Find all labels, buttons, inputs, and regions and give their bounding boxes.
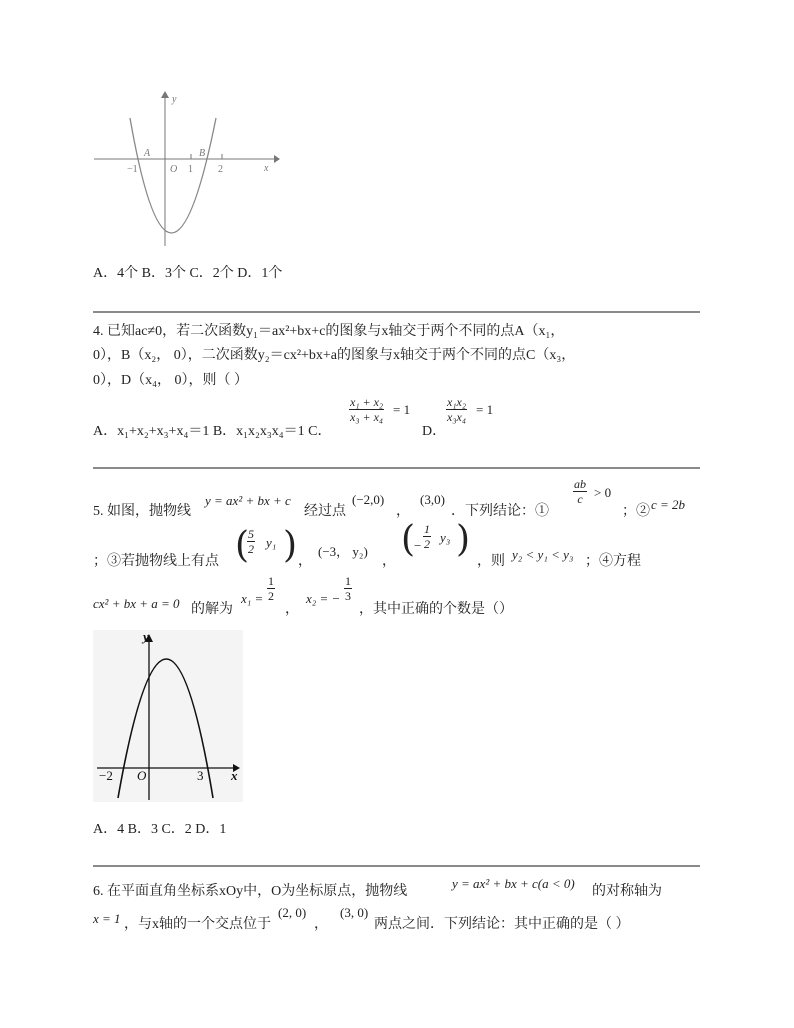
- q3-options: A．4个 B．3个 C．2个 D．1个: [93, 266, 283, 281]
- fig1-x-arrow: [274, 155, 280, 163]
- q6-line1-a: 6. 在平面直角坐标系xOy中，O为坐标原点，抛物线: [93, 884, 408, 899]
- fig1-x-label: x: [264, 163, 269, 174]
- fig1-point-b: B: [199, 148, 206, 159]
- fig1-origin: O: [170, 164, 178, 175]
- q6-point-2: (3, 0): [340, 905, 369, 920]
- q5-options: A．4 B．3 C．2 D．1: [93, 822, 227, 837]
- q5-sol-text: 的解为: [191, 602, 233, 617]
- q4-line-2: 0），B（x₂， 0），二次函数y₂＝cx²+bx+a的图象与x轴交于两个不同的点C（x₃，: [93, 348, 576, 363]
- q5-pt1-rparen: ): [283, 525, 298, 566]
- q5-semi-2: ；②: [622, 504, 650, 519]
- q6-point-1: (2, 0): [278, 905, 307, 920]
- figure-2-parabola: [93, 630, 243, 802]
- divider-2: [93, 467, 700, 469]
- fig1-y-arrow: [161, 91, 169, 98]
- q5-c4: ；④方程: [585, 554, 641, 569]
- q5-c1-fraction: $\frac{ab}{c}$: [574, 477, 586, 506]
- q4-option-d-label: D．: [422, 424, 447, 439]
- fig2-three: 3: [197, 768, 204, 783]
- q5-comma-4: ，: [285, 602, 299, 617]
- q5-line2-prefix: ；③若抛物线上有点: [93, 554, 219, 569]
- figure-1-parabola: [90, 88, 280, 253]
- q4-option-d-fraction: $\frac{\text{x₁x₂}}{\text{x₃x₄}}$: [447, 395, 466, 424]
- q5-pass: 经过点: [304, 504, 346, 519]
- q4-line-3: 0），D（x₄， 0），则（ ）: [93, 373, 248, 388]
- q5-x2-fraction: $\frac{1}{3}$: [345, 574, 351, 603]
- fig1-neg1: −1: [127, 164, 138, 175]
- q5-formula: y = ax² + bx + c: [205, 493, 291, 508]
- q4-line-1: 4. 已知ac≠0，若二次函数y₁＝ax²+bx+c的图象与x轴交于两个不同的点A（x₁，: [93, 324, 565, 339]
- fig2-background: [93, 630, 243, 802]
- q5-pt3-y: y₃: [440, 530, 451, 545]
- q4-options-ab: A．x₁+x₂+x₃+x₄＝1 B．x₁x₂x₃x₄＝1 C．: [93, 424, 332, 439]
- q5-prefix: 5. 如图，抛物线: [93, 504, 191, 519]
- q5-then: ，则: [477, 554, 505, 569]
- q6-line2-a: ，与x轴的一个交点位于: [124, 917, 271, 932]
- fig2-neg2: −2: [99, 768, 113, 783]
- q6-formula: y = ax² + bx + c(a < 0): [452, 876, 575, 891]
- divider-1: [93, 311, 700, 313]
- q5-c2: c = 2b: [651, 497, 686, 512]
- fig1-point-a: A: [144, 148, 151, 159]
- q5-pt2: (−3， y₂): [318, 544, 368, 559]
- fig1-curve: [130, 118, 216, 233]
- q5-ineq: y₂ < y₁ < y₃: [512, 547, 574, 562]
- q6-line2-b: 两点之间．下列结论：其中正确的是（ ）: [374, 917, 630, 932]
- fig2-x-label: x: [231, 768, 238, 783]
- fig1-one: 1: [188, 164, 193, 175]
- q6-axis: x = 1: [93, 911, 121, 926]
- q5-pt1-lparen: (: [235, 525, 250, 566]
- q5-pt1-y: y₁: [266, 535, 277, 550]
- q5-x2: x₂ = −: [306, 591, 341, 606]
- q6-line1-b: 的对称轴为: [592, 884, 662, 899]
- q5-pt3-minus: −: [414, 538, 422, 553]
- q5-pt3-fraction: $\frac{1}{2}$: [424, 522, 430, 551]
- q5-x1-fraction: $\frac{1}{2}$: [268, 574, 274, 603]
- q6-comma: ，: [314, 917, 328, 932]
- fig2-origin: O: [137, 768, 147, 783]
- q4-option-c-eq: = 1: [393, 402, 411, 417]
- fig1-y-label: y: [172, 94, 177, 105]
- q5-comma-2: ，: [298, 554, 312, 569]
- q5-pt3-rparen: ): [456, 519, 471, 560]
- q5-pt1-fraction: $\frac{5}{2}$: [248, 527, 254, 556]
- divider-3: [93, 865, 700, 867]
- q5-point-1: (−2,0): [352, 492, 385, 507]
- fig1-two: 2: [218, 164, 223, 175]
- q5-c1-rel: > 0: [594, 485, 612, 500]
- q5-comma-3: ，: [382, 554, 396, 569]
- q4-option-d-eq: = 1: [476, 402, 494, 417]
- fig2-y-label: y: [143, 630, 149, 644]
- q5-x1: x₁ =: [241, 591, 264, 606]
- q4-option-c-fraction: $\frac{\text{x₁ + x₂}}{\text{x₃ + x₄}}$: [350, 395, 384, 424]
- q5-comma-1: ，: [396, 504, 410, 519]
- q5-point-2: (3,0): [420, 492, 445, 507]
- q5-eq: cx² + bx + a = 0: [93, 596, 180, 611]
- q5-conclusions: ．下列结论：①: [451, 504, 549, 519]
- q5-pt3-lparen: (: [401, 519, 416, 560]
- q5-end: ，其中正确的个数是（）: [359, 602, 513, 617]
